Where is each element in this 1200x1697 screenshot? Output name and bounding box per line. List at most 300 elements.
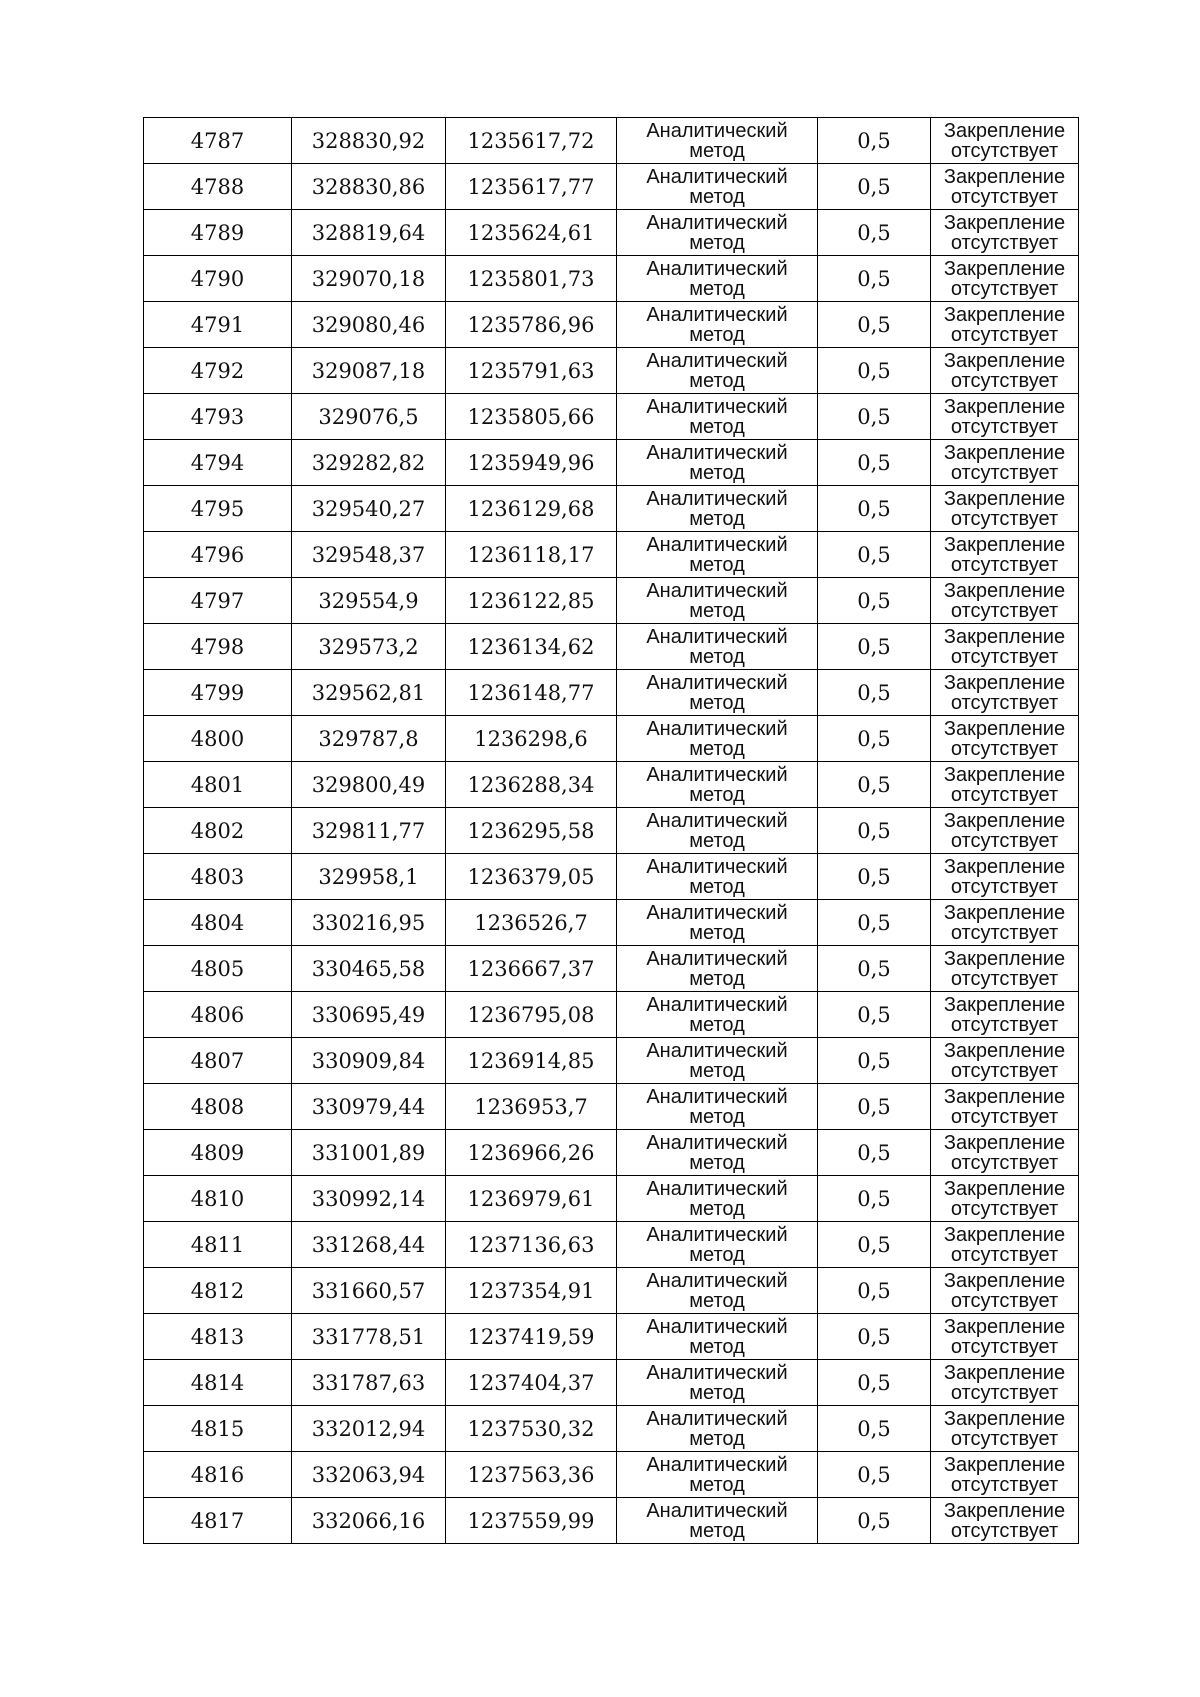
fixing-cell (931, 1268, 1079, 1314)
accuracy-cell: 0,5 (818, 1498, 931, 1544)
method-cell-line-2: метод (689, 1427, 745, 1450)
fixing-cell (931, 762, 1079, 808)
table-row (144, 854, 1079, 900)
x-coordinate-cell: 329076,5 (292, 394, 446, 440)
point-number-cell: 4817 (144, 1498, 292, 1544)
y-coordinate-cell: 1235949,96 (446, 440, 617, 486)
fixing-cell-line-2: отсутствует (950, 1473, 1059, 1496)
fixing-cell-line-1: Закрепление (943, 1085, 1066, 1108)
table-row (144, 440, 1079, 486)
fixing-cell-line-2: отсутствует (950, 323, 1059, 346)
method-cell-line-1: Аналитический (646, 303, 788, 326)
y-coordinate-cell: 1236298,6 (446, 716, 617, 762)
fixing-cell-line-2: отсутствует (950, 783, 1059, 806)
method-cell (617, 854, 818, 900)
y-coordinate-cell: 1237563,36 (446, 1452, 617, 1498)
x-coordinate-cell: 331787,63 (292, 1360, 446, 1406)
method-cell (617, 1452, 818, 1498)
fixing-cell (931, 256, 1079, 302)
table-row (144, 1176, 1079, 1222)
fixing-cell-line-2: отсутствует (950, 1197, 1059, 1220)
x-coordinate-cell: 332066,16 (292, 1498, 446, 1544)
x-coordinate-cell: 329282,82 (292, 440, 446, 486)
method-cell (617, 762, 818, 808)
fixing-cell-line-2: отсутствует (950, 139, 1059, 162)
fixing-cell (931, 808, 1079, 854)
fixing-cell-line-1: Закрепление (943, 1177, 1066, 1200)
method-cell-line-1: Аналитический (646, 533, 788, 556)
fixing-cell (931, 1176, 1079, 1222)
method-cell-line-2: метод (689, 783, 745, 806)
accuracy-cell: 0,5 (818, 1222, 931, 1268)
accuracy-cell: 0,5 (818, 348, 931, 394)
point-number-cell: 4805 (144, 946, 292, 992)
table-row (144, 1314, 1079, 1360)
point-number-cell: 4816 (144, 1452, 292, 1498)
table-row (144, 716, 1079, 762)
fixing-cell-line-2: отсутствует (950, 1289, 1059, 1312)
method-cell-line-2: метод (689, 737, 745, 760)
accuracy-cell: 0,5 (818, 440, 931, 486)
point-number-cell: 4791 (144, 302, 292, 348)
fixing-cell-line-1: Закрепление (943, 947, 1066, 970)
point-number-cell: 4806 (144, 992, 292, 1038)
method-cell-line-2: метод (689, 369, 745, 392)
fixing-cell-line-2: отсутствует (950, 1013, 1059, 1036)
accuracy-cell: 0,5 (818, 532, 931, 578)
point-number-cell: 4793 (144, 394, 292, 440)
method-cell-line-2: метод (689, 645, 745, 668)
x-coordinate-cell: 329573,2 (292, 624, 446, 670)
y-coordinate-cell: 1236379,05 (446, 854, 617, 900)
point-number-cell: 4800 (144, 716, 292, 762)
x-coordinate-cell: 330216,95 (292, 900, 446, 946)
fixing-cell-line-2: отсутствует (950, 461, 1059, 484)
method-cell-line-1: Аналитический (646, 1453, 788, 1476)
coordinates-table (143, 117, 1079, 1544)
method-cell (617, 624, 818, 670)
x-coordinate-cell: 329811,77 (292, 808, 446, 854)
accuracy-cell: 0,5 (818, 854, 931, 900)
method-cell-line-2: метод (689, 967, 745, 990)
y-coordinate-cell: 1235617,77 (446, 164, 617, 210)
y-coordinate-cell: 1237404,37 (446, 1360, 617, 1406)
method-cell-line-1: Аналитический (646, 1039, 788, 1062)
fixing-cell (931, 1130, 1079, 1176)
fixing-cell-line-1: Закрепление (943, 855, 1066, 878)
x-coordinate-cell: 329787,8 (292, 716, 446, 762)
method-cell-line-1: Аналитический (646, 809, 788, 832)
table-row (144, 210, 1079, 256)
method-cell-line-2: метод (689, 1105, 745, 1128)
method-cell-line-1: Аналитический (646, 349, 788, 372)
fixing-cell (931, 348, 1079, 394)
fixing-cell (931, 624, 1079, 670)
method-cell (617, 900, 818, 946)
fixing-cell-line-1: Закрепление (943, 1039, 1066, 1062)
accuracy-cell: 0,5 (818, 1176, 931, 1222)
fixing-cell-line-1: Закрепление (943, 349, 1066, 372)
y-coordinate-cell: 1236795,08 (446, 992, 617, 1038)
fixing-cell-line-2: отсутствует (950, 553, 1059, 576)
fixing-cell (931, 1038, 1079, 1084)
accuracy-cell: 0,5 (818, 1038, 931, 1084)
fixing-cell-line-2: отсутствует (950, 691, 1059, 714)
method-cell-line-2: метод (689, 1289, 745, 1312)
x-coordinate-cell: 329070,18 (292, 256, 446, 302)
x-coordinate-cell: 329087,18 (292, 348, 446, 394)
fixing-cell (931, 1222, 1079, 1268)
x-coordinate-cell: 329958,1 (292, 854, 446, 900)
method-cell-line-1: Аналитический (646, 487, 788, 510)
y-coordinate-cell: 1235617,72 (446, 118, 617, 164)
accuracy-cell: 0,5 (818, 1406, 931, 1452)
point-number-cell: 4798 (144, 624, 292, 670)
method-cell (617, 210, 818, 256)
method-cell-line-1: Аналитический (646, 441, 788, 464)
fixing-cell-line-2: отсутствует (950, 415, 1059, 438)
accuracy-cell: 0,5 (818, 486, 931, 532)
fixing-cell (931, 900, 1079, 946)
accuracy-cell: 0,5 (818, 256, 931, 302)
point-number-cell: 4787 (144, 118, 292, 164)
method-cell (617, 1268, 818, 1314)
fixing-cell-line-2: отсутствует (950, 277, 1059, 300)
y-coordinate-cell: 1237530,32 (446, 1406, 617, 1452)
method-cell (617, 486, 818, 532)
method-cell (617, 992, 818, 1038)
y-coordinate-cell: 1235791,63 (446, 348, 617, 394)
method-cell-line-2: метод (689, 921, 745, 944)
fixing-cell (931, 1452, 1079, 1498)
x-coordinate-cell: 329562,81 (292, 670, 446, 716)
fixing-cell-line-2: отсутствует (950, 875, 1059, 898)
method-cell-line-1: Аналитический (646, 1315, 788, 1338)
y-coordinate-cell: 1236979,61 (446, 1176, 617, 1222)
x-coordinate-cell: 332063,94 (292, 1452, 446, 1498)
fixing-cell-line-1: Закрепление (943, 671, 1066, 694)
y-coordinate-cell: 1236526,7 (446, 900, 617, 946)
fixing-cell (931, 1498, 1079, 1544)
y-coordinate-cell: 1236295,58 (446, 808, 617, 854)
table-row (144, 1406, 1079, 1452)
fixing-cell (931, 1314, 1079, 1360)
fixing-cell-line-1: Закрепление (943, 993, 1066, 1016)
point-number-cell: 4792 (144, 348, 292, 394)
accuracy-cell: 0,5 (818, 1084, 931, 1130)
fixing-cell-line-2: отсутствует (950, 1243, 1059, 1266)
y-coordinate-cell: 1236129,68 (446, 486, 617, 532)
x-coordinate-cell: 330695,49 (292, 992, 446, 1038)
fixing-cell (931, 118, 1079, 164)
accuracy-cell: 0,5 (818, 716, 931, 762)
method-cell-line-1: Аналитический (646, 395, 788, 418)
accuracy-cell: 0,5 (818, 670, 931, 716)
y-coordinate-cell: 1235786,96 (446, 302, 617, 348)
table-row (144, 1360, 1079, 1406)
method-cell (617, 394, 818, 440)
method-cell-line-1: Аналитический (646, 211, 788, 234)
point-number-cell: 4807 (144, 1038, 292, 1084)
fixing-cell-line-2: отсутствует (950, 967, 1059, 990)
fixing-cell-line-2: отсутствует (950, 1059, 1059, 1082)
accuracy-cell: 0,5 (818, 1452, 931, 1498)
method-cell-line-2: метод (689, 1059, 745, 1082)
y-coordinate-cell: 1237419,59 (446, 1314, 617, 1360)
accuracy-cell: 0,5 (818, 946, 931, 992)
method-cell-line-2: метод (689, 1335, 745, 1358)
y-coordinate-cell: 1236966,26 (446, 1130, 617, 1176)
method-cell-line-2: метод (689, 599, 745, 622)
x-coordinate-cell: 330979,44 (292, 1084, 446, 1130)
y-coordinate-cell: 1236288,34 (446, 762, 617, 808)
point-number-cell: 4796 (144, 532, 292, 578)
method-cell-line-1: Аналитический (646, 1499, 788, 1522)
method-cell-line-2: метод (689, 507, 745, 530)
method-cell (617, 1222, 818, 1268)
method-cell (617, 256, 818, 302)
y-coordinate-cell: 1237136,63 (446, 1222, 617, 1268)
fixing-cell-line-1: Закрепление (943, 1499, 1066, 1522)
method-cell (617, 808, 818, 854)
method-cell-line-1: Аналитический (646, 579, 788, 602)
x-coordinate-cell: 330465,58 (292, 946, 446, 992)
method-cell-line-1: Аналитический (646, 1269, 788, 1292)
fixing-cell-line-1: Закрепление (943, 119, 1066, 142)
fixing-cell (931, 486, 1079, 532)
point-number-cell: 4804 (144, 900, 292, 946)
method-cell-line-1: Аналитический (646, 1223, 788, 1246)
point-number-cell: 4801 (144, 762, 292, 808)
point-number-cell: 4802 (144, 808, 292, 854)
fixing-cell (931, 578, 1079, 624)
point-number-cell: 4811 (144, 1222, 292, 1268)
point-number-cell: 4790 (144, 256, 292, 302)
table-row (144, 256, 1079, 302)
table-row (144, 1130, 1079, 1176)
fixing-cell (931, 1084, 1079, 1130)
table-row (144, 578, 1079, 624)
method-cell (617, 716, 818, 762)
accuracy-cell: 0,5 (818, 900, 931, 946)
accuracy-cell: 0,5 (818, 1360, 931, 1406)
method-cell-line-1: Аналитический (646, 1131, 788, 1154)
method-cell-line-1: Аналитический (646, 625, 788, 648)
method-cell-line-1: Аналитический (646, 947, 788, 970)
method-cell-line-2: метод (689, 553, 745, 576)
method-cell (617, 348, 818, 394)
table-row (144, 670, 1079, 716)
method-cell-line-2: метод (689, 461, 745, 484)
method-cell-line-2: метод (689, 1151, 745, 1174)
fixing-cell (931, 302, 1079, 348)
fixing-cell-line-2: отсутствует (950, 1427, 1059, 1450)
method-cell (617, 302, 818, 348)
point-number-cell: 4797 (144, 578, 292, 624)
method-cell-line-1: Аналитический (646, 901, 788, 924)
fixing-cell-line-1: Закрепление (943, 533, 1066, 556)
fixing-cell-line-2: отсутствует (950, 1519, 1059, 1542)
method-cell (617, 164, 818, 210)
point-number-cell: 4795 (144, 486, 292, 532)
x-coordinate-cell: 328830,86 (292, 164, 446, 210)
accuracy-cell: 0,5 (818, 624, 931, 670)
method-cell-line-1: Аналитический (646, 257, 788, 280)
fixing-cell-line-2: отсутствует (950, 231, 1059, 254)
method-cell-line-1: Аналитический (646, 763, 788, 786)
accuracy-cell: 0,5 (818, 394, 931, 440)
x-coordinate-cell: 331001,89 (292, 1130, 446, 1176)
y-coordinate-cell: 1235624,61 (446, 210, 617, 256)
fixing-cell-line-1: Закрепление (943, 441, 1066, 464)
table-row (144, 1498, 1079, 1544)
x-coordinate-cell: 330992,14 (292, 1176, 446, 1222)
method-cell-line-1: Аналитический (646, 717, 788, 740)
accuracy-cell: 0,5 (818, 578, 931, 624)
x-coordinate-cell: 330909,84 (292, 1038, 446, 1084)
method-cell-line-2: метод (689, 1519, 745, 1542)
fixing-cell (931, 210, 1079, 256)
method-cell (617, 1130, 818, 1176)
fixing-cell-line-2: отсутствует (950, 829, 1059, 852)
accuracy-cell: 0,5 (818, 210, 931, 256)
point-number-cell: 4810 (144, 1176, 292, 1222)
table-row (144, 1084, 1079, 1130)
y-coordinate-cell: 1235801,73 (446, 256, 617, 302)
x-coordinate-cell: 328830,92 (292, 118, 446, 164)
method-cell-line-1: Аналитический (646, 855, 788, 878)
method-cell-line-1: Аналитический (646, 993, 788, 1016)
method-cell-line-1: Аналитический (646, 1085, 788, 1108)
fixing-cell (931, 670, 1079, 716)
x-coordinate-cell: 332012,94 (292, 1406, 446, 1452)
method-cell (617, 578, 818, 624)
method-cell (617, 1360, 818, 1406)
method-cell-line-2: метод (689, 415, 745, 438)
x-coordinate-cell: 331778,51 (292, 1314, 446, 1360)
method-cell-line-1: Аналитический (646, 1361, 788, 1384)
fixing-cell-line-2: отсутствует (950, 1335, 1059, 1358)
table-row (144, 946, 1079, 992)
method-cell-line-1: Аналитический (646, 119, 788, 142)
method-cell (617, 532, 818, 578)
fixing-cell-line-1: Закрепление (943, 303, 1066, 326)
point-number-cell: 4809 (144, 1130, 292, 1176)
fixing-cell (931, 992, 1079, 1038)
method-cell (617, 1038, 818, 1084)
point-number-cell: 4814 (144, 1360, 292, 1406)
fixing-cell (931, 854, 1079, 900)
y-coordinate-cell: 1236953,7 (446, 1084, 617, 1130)
table-row (144, 1268, 1079, 1314)
fixing-cell (931, 164, 1079, 210)
fixing-cell-line-1: Закрепление (943, 1361, 1066, 1384)
table-row (144, 762, 1079, 808)
y-coordinate-cell: 1236122,85 (446, 578, 617, 624)
table-row (144, 302, 1079, 348)
method-cell-line-2: метод (689, 875, 745, 898)
fixing-cell-line-1: Закрепление (943, 1223, 1066, 1246)
method-cell-line-2: метод (689, 323, 745, 346)
accuracy-cell: 0,5 (818, 1268, 931, 1314)
accuracy-cell: 0,5 (818, 118, 931, 164)
point-number-cell: 4812 (144, 1268, 292, 1314)
method-cell-line-2: метод (689, 1243, 745, 1266)
table-row (144, 900, 1079, 946)
fixing-cell-line-1: Закрепление (943, 1131, 1066, 1154)
fixing-cell (931, 1406, 1079, 1452)
method-cell-line-2: метод (689, 185, 745, 208)
fixing-cell-line-1: Закрепление (943, 1453, 1066, 1476)
fixing-cell-line-1: Закрепление (943, 717, 1066, 740)
fixing-cell (931, 440, 1079, 486)
fixing-cell-line-2: отсутствует (950, 1151, 1059, 1174)
method-cell (617, 1314, 818, 1360)
fixing-cell (931, 716, 1079, 762)
fixing-cell-line-2: отсутствует (950, 185, 1059, 208)
accuracy-cell: 0,5 (818, 302, 931, 348)
point-number-cell: 4803 (144, 854, 292, 900)
table-row (144, 808, 1079, 854)
fixing-cell (931, 1360, 1079, 1406)
x-coordinate-cell: 328819,64 (292, 210, 446, 256)
accuracy-cell: 0,5 (818, 1130, 931, 1176)
accuracy-cell: 0,5 (818, 808, 931, 854)
fixing-cell-line-2: отсутствует (950, 737, 1059, 760)
method-cell-line-2: метод (689, 1197, 745, 1220)
accuracy-cell: 0,5 (818, 762, 931, 808)
fixing-cell-line-2: отсутствует (950, 645, 1059, 668)
method-cell-line-2: метод (689, 829, 745, 852)
y-coordinate-cell: 1236118,17 (446, 532, 617, 578)
fixing-cell-line-1: Закрепление (943, 579, 1066, 602)
table-row (144, 1452, 1079, 1498)
method-cell (617, 670, 818, 716)
fixing-cell-line-1: Закрепление (943, 165, 1066, 188)
method-cell-line-2: метод (689, 1473, 745, 1496)
x-coordinate-cell: 331268,44 (292, 1222, 446, 1268)
point-number-cell: 4794 (144, 440, 292, 486)
method-cell-line-2: метод (689, 139, 745, 162)
point-number-cell: 4815 (144, 1406, 292, 1452)
fixing-cell-line-2: отсутствует (950, 1381, 1059, 1404)
fixing-cell-line-2: отсутствует (950, 599, 1059, 622)
table-row (144, 164, 1079, 210)
method-cell-line-1: Аналитический (646, 671, 788, 694)
fixing-cell-line-1: Закрепление (943, 257, 1066, 280)
method-cell-line-2: метод (689, 231, 745, 254)
y-coordinate-cell: 1237559,99 (446, 1498, 617, 1544)
fixing-cell-line-2: отсутствует (950, 921, 1059, 944)
y-coordinate-cell: 1236148,77 (446, 670, 617, 716)
method-cell-line-1: Аналитический (646, 1177, 788, 1200)
method-cell (617, 1176, 818, 1222)
x-coordinate-cell: 331660,57 (292, 1268, 446, 1314)
table-row (144, 532, 1079, 578)
table-row (144, 1222, 1079, 1268)
fixing-cell-line-1: Закрепление (943, 487, 1066, 510)
table-row (144, 1038, 1079, 1084)
accuracy-cell: 0,5 (818, 164, 931, 210)
method-cell-line-2: метод (689, 1381, 745, 1404)
fixing-cell-line-1: Закрепление (943, 625, 1066, 648)
fixing-cell (931, 946, 1079, 992)
method-cell (617, 118, 818, 164)
method-cell (617, 1406, 818, 1452)
x-coordinate-cell: 329554,9 (292, 578, 446, 624)
fixing-cell-line-1: Закрепление (943, 211, 1066, 234)
point-number-cell: 4813 (144, 1314, 292, 1360)
